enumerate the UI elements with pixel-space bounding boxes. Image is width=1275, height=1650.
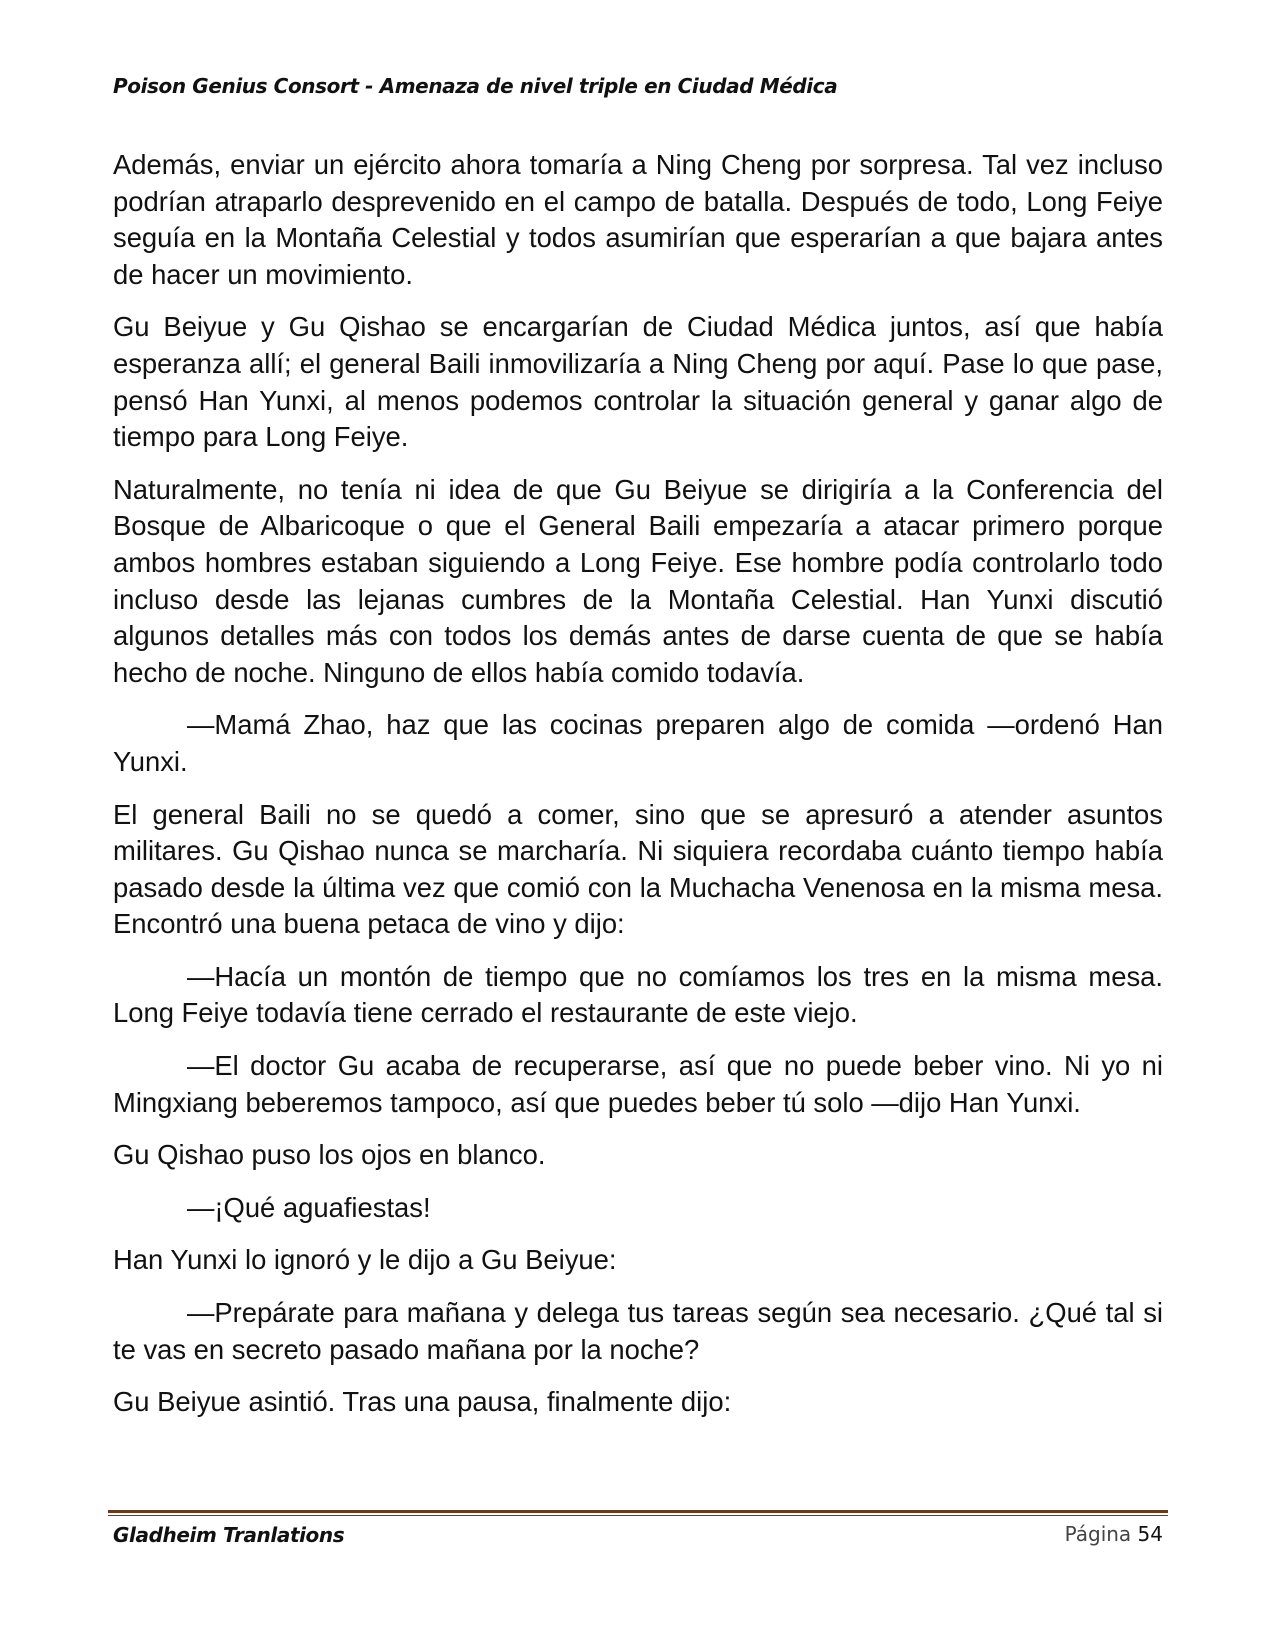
dialogue-paragraph: —Mamá Zhao, haz que las cocinas preparen algo de comida —ordenó Han Yunxi. bbox=[113, 709, 1163, 777]
page-label: Página bbox=[1064, 1522, 1132, 1546]
page-header-title: Poison Genius Consort - Amenaza de nivel triple en Ciudad Médica bbox=[113, 74, 838, 98]
paragraph: Naturalmente, no tenía ni idea de que Gu Beiyue se dirigiría a la Conferencia del Bosque de Albaricoque o que el General Baili empezaría a atacar primero porque ambos hombres estaban siguiendo a Long Feiye. Ese hombre podía controlarlo todo incluso desde las lejanas cumbres de la Montaña Celestial. Han Yunxi discutió algunos detalles más con todos los demás antes de darse cuenta de que se había hecho de noche. Ninguno de ellos había comido todavía. bbox=[113, 473, 1163, 688]
dialogue-paragraph: —Hacía un montón de tiempo que no comíamos los tres en la misma mesa. Long Feiye todavía tiene cerrado el restaurante de este viejo. bbox=[113, 960, 1163, 1029]
footer-divider-thin-line bbox=[108, 1515, 1168, 1516]
paragraph: Gu Beiyue asintió. Tras una pausa, finalmente dijo: bbox=[113, 1386, 732, 1418]
page-number bbox=[1065, 1522, 1163, 1546]
dialogue-paragraph: —Prepárate para mañana y delega tus tareas según sea necesario. ¿Qué tal si te vas en secreto pasado mañana por la noche? bbox=[113, 1297, 1163, 1365]
paragraph: Gu Qishao puso los ojos en blanco. bbox=[113, 1139, 546, 1171]
paragraph: El general Baili no se quedó a comer, sino que se apresuró a atender asuntos militares. Gu Qishao nunca se marcharía. Ni siquiera recordaba cuánto tiempo había pasado desde la última vez que comió con la Muchacha Venenosa en la misma mesa. Encontró una buena petaca de vino y dijo: bbox=[113, 798, 1163, 940]
document-body bbox=[113, 147, 1163, 1437]
dialogue-paragraph: —El doctor Gu acaba de recuperarse, así que no puede beber vino. Ni yo ni Mingxiang beberemos tampoco, así que puedes beber tú solo —dijo Han Yunxi. bbox=[113, 1050, 1163, 1118]
paragraph: Además, enviar un ejército ahora tomaría a Ning Cheng por sorpresa. Tal vez incluso podrían atraparlo desprevenido en el campo de batalla. Después de todo, Long Feiye seguía en la Montaña Celestial y todos asumirían que esperarían a que bajara antes de hacer un movimiento. bbox=[113, 149, 1163, 290]
page-number-value: 54 bbox=[1137, 1522, 1163, 1546]
footer-divider-thick-line bbox=[108, 1510, 1168, 1513]
footer-divider bbox=[108, 1510, 1168, 1516]
paragraph: Han Yunxi lo ignoró y le dijo a Gu Beiyue: bbox=[113, 1244, 617, 1276]
paragraph: Gu Beiyue y Gu Qishao se encargarían de Ciudad Médica juntos, así que había esperanza allí; el general Baili inmovilizaría a Ning Cheng por aquí. Pase lo que pase, pensó Han Yunxi, al menos podemos controlar la situación general y ganar algo de tiempo para Long Feiye. bbox=[113, 311, 1163, 453]
dialogue-paragraph: —¡Qué aguafiestas! bbox=[187, 1191, 431, 1223]
footer-translator-name: Gladheim Tranlations bbox=[113, 1523, 345, 1547]
